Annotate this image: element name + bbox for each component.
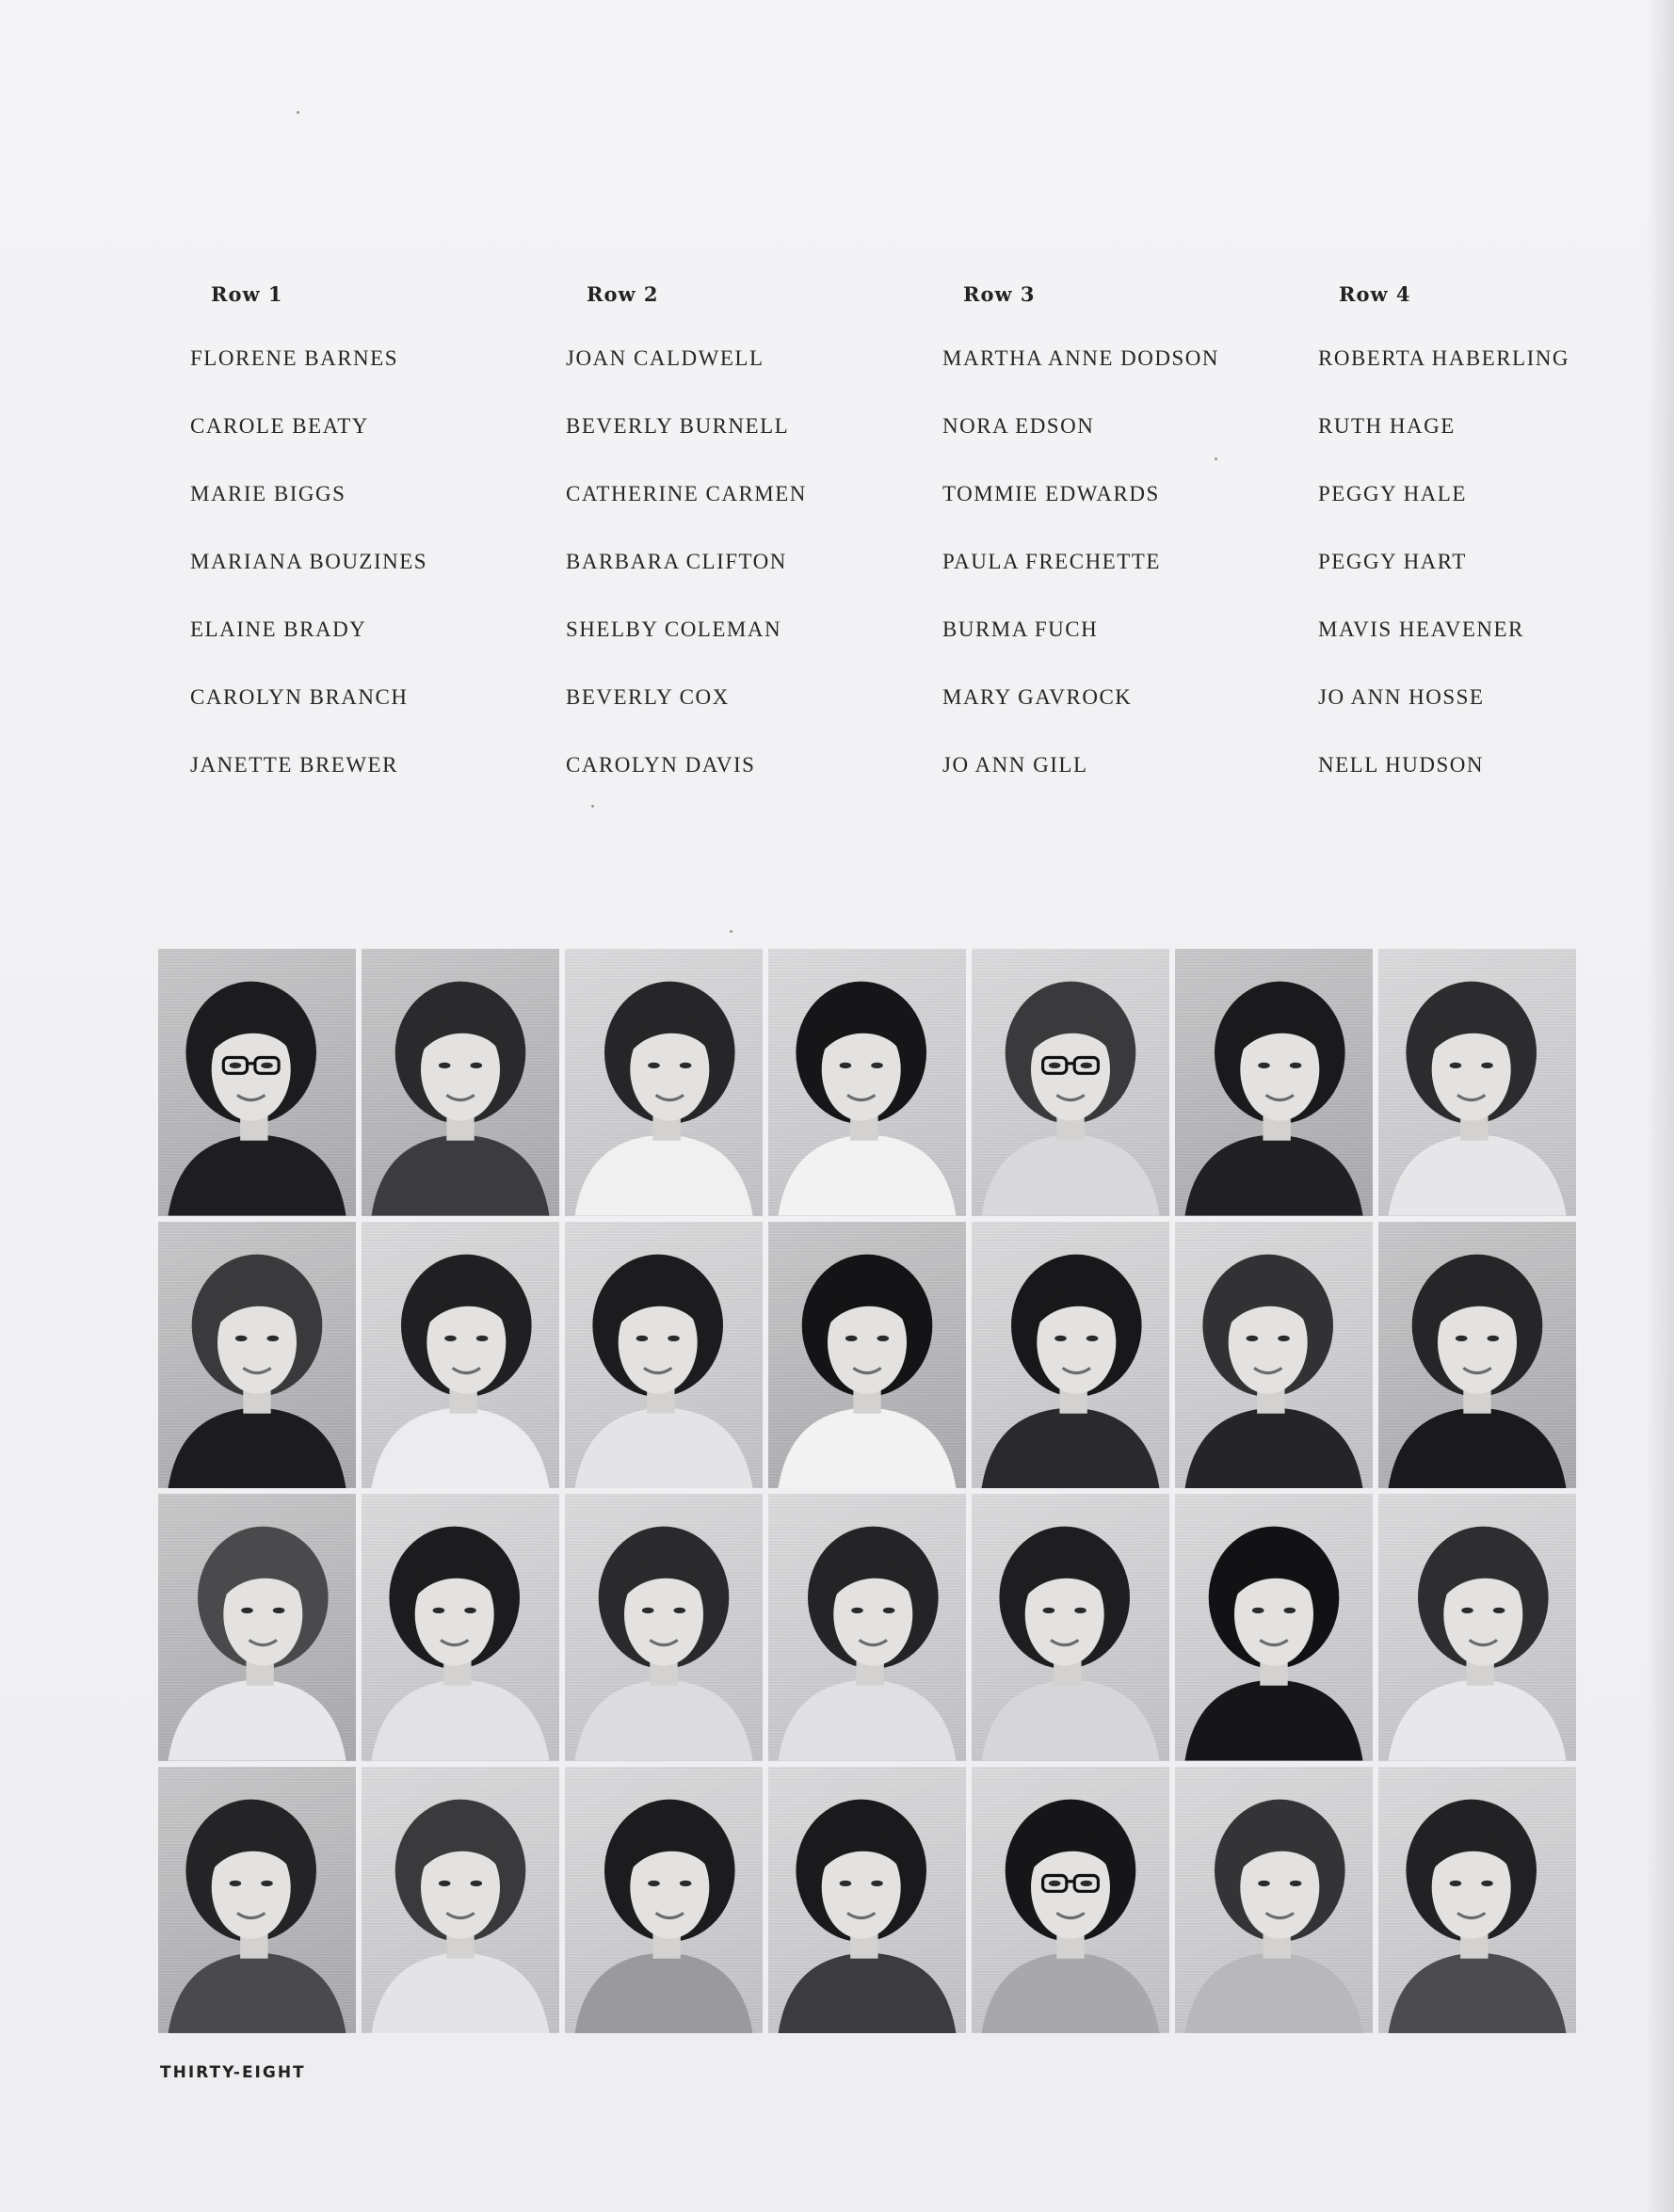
page-number: THIRTY-EIGHT: [160, 2063, 306, 2082]
name-column-row-1: [190, 282, 548, 819]
student-portrait: [565, 1767, 763, 2034]
student-portrait: [362, 949, 559, 1216]
portrait-figure: [362, 1222, 559, 1489]
row-heading: Row 1: [211, 282, 283, 306]
row-heading: Row 2: [587, 282, 659, 306]
student-name: MARIE BIGGS: [190, 482, 346, 505]
student-name: MARTHA ANNE DODSON: [942, 346, 1219, 370]
student-name: JOAN CALDWELL: [566, 346, 765, 370]
portrait-figure: [565, 1222, 763, 1489]
portrait-figure: [1175, 1222, 1373, 1489]
portrait-figure: [565, 1494, 763, 1761]
portrait-figure: [972, 1222, 1169, 1489]
portrait-figure: [362, 1767, 559, 2034]
portrait-figure: [972, 949, 1169, 1216]
portrait-figure: [1175, 949, 1373, 1216]
portrait-figure: [1175, 1494, 1373, 1761]
portrait-figure: [1378, 1494, 1576, 1761]
name-columns: [0, 282, 1674, 809]
name-list: [1318, 345, 1674, 819]
student-portrait: [565, 1494, 763, 1761]
student-portrait: [362, 1222, 559, 1489]
student-portrait: [1175, 1767, 1373, 2034]
student-name: NELL HUDSON: [1318, 753, 1484, 777]
student-name: JANETTE BREWER: [190, 753, 398, 777]
portrait-figure: [768, 1494, 966, 1761]
portrait-figure: [768, 949, 966, 1216]
student-name: PAULA FRECHETTE: [942, 550, 1161, 573]
student-name: BURMA FUCH: [942, 617, 1099, 641]
student-portrait: [768, 1767, 966, 2034]
portrait-figure: [158, 1494, 356, 1761]
student-portrait: [972, 1494, 1169, 1761]
portrait-figure: [1378, 1222, 1576, 1489]
name-list: [566, 345, 924, 819]
row-heading: Row 4: [1339, 282, 1411, 306]
row-heading: Row 3: [963, 282, 1036, 306]
student-name: BEVERLY COX: [566, 685, 730, 709]
portrait-figure: [565, 1767, 763, 2034]
student-name: PEGGY HART: [1318, 550, 1467, 573]
portrait-grid: [158, 949, 1576, 2033]
student-portrait: [972, 1222, 1169, 1489]
portrait-figure: [362, 949, 559, 1216]
student-portrait: [158, 1494, 356, 1761]
student-name: MARIANA BOUZINES: [190, 550, 428, 573]
portrait-figure: [768, 1222, 966, 1489]
student-portrait: [1378, 1222, 1576, 1489]
student-portrait: [1378, 949, 1576, 1216]
paper-speck: [591, 805, 594, 808]
portrait-figure: [1378, 1767, 1576, 2034]
student-portrait: [158, 949, 356, 1216]
student-name: RUTH HAGE: [1318, 414, 1456, 438]
name-list: [942, 345, 1300, 819]
student-name: CATHERINE CARMEN: [566, 482, 807, 505]
student-name: JO ANN GILL: [942, 753, 1088, 777]
student-name: CAROLYN DAVIS: [566, 753, 756, 777]
paper-speck: [730, 930, 732, 933]
student-portrait: [768, 1494, 966, 1761]
student-portrait: [565, 1222, 763, 1489]
name-list: [190, 345, 548, 819]
portrait-figure: [158, 1222, 356, 1489]
student-name: ELAINE BRADY: [190, 617, 367, 641]
student-portrait: [158, 1222, 356, 1489]
student-portrait: [972, 949, 1169, 1216]
student-portrait: [362, 1494, 559, 1761]
student-name: MAVIS HEAVENER: [1318, 617, 1524, 641]
portrait-figure: [158, 949, 356, 1216]
student-name: ROBERTA HABERLING: [1318, 346, 1569, 370]
student-name: CAROLE BEATY: [190, 414, 369, 438]
student-portrait: [1378, 1494, 1576, 1761]
name-column-row-2: [566, 282, 924, 819]
student-name: TOMMIE EDWARDS: [942, 482, 1160, 505]
paper-speck: [297, 111, 299, 114]
student-portrait: [362, 1767, 559, 2034]
name-column-row-4: [1318, 282, 1674, 819]
paper-speck: [1215, 457, 1217, 460]
student-name: BARBARA CLIFTON: [566, 550, 787, 573]
portrait-figure: [565, 949, 763, 1216]
student-name: CAROLYN BRANCH: [190, 685, 409, 709]
portrait-figure: [768, 1767, 966, 2034]
student-name: BEVERLY BURNELL: [566, 414, 790, 438]
student-portrait: [158, 1767, 356, 2034]
portrait-figure: [1175, 1767, 1373, 2034]
portrait-figure: [1378, 949, 1576, 1216]
student-portrait: [565, 949, 763, 1216]
portrait-figure: [972, 1767, 1169, 2034]
student-portrait: [1175, 949, 1373, 1216]
student-portrait: [972, 1767, 1169, 2034]
student-name: MARY GAVROCK: [942, 685, 1133, 709]
student-portrait: [1378, 1767, 1576, 2034]
student-name: JO ANN HOSSE: [1318, 685, 1485, 709]
student-portrait: [1175, 1222, 1373, 1489]
portrait-figure: [158, 1767, 356, 2034]
student-portrait: [768, 1222, 966, 1489]
student-name: NORA EDSON: [942, 414, 1095, 438]
student-portrait: [1175, 1494, 1373, 1761]
portrait-figure: [362, 1494, 559, 1761]
student-name: FLORENE BARNES: [190, 346, 398, 370]
portrait-figure: [972, 1494, 1169, 1761]
name-column-row-3: [942, 282, 1300, 819]
student-name: PEGGY HALE: [1318, 482, 1467, 505]
student-name: SHELBY COLEMAN: [566, 617, 782, 641]
student-portrait: [768, 949, 966, 1216]
